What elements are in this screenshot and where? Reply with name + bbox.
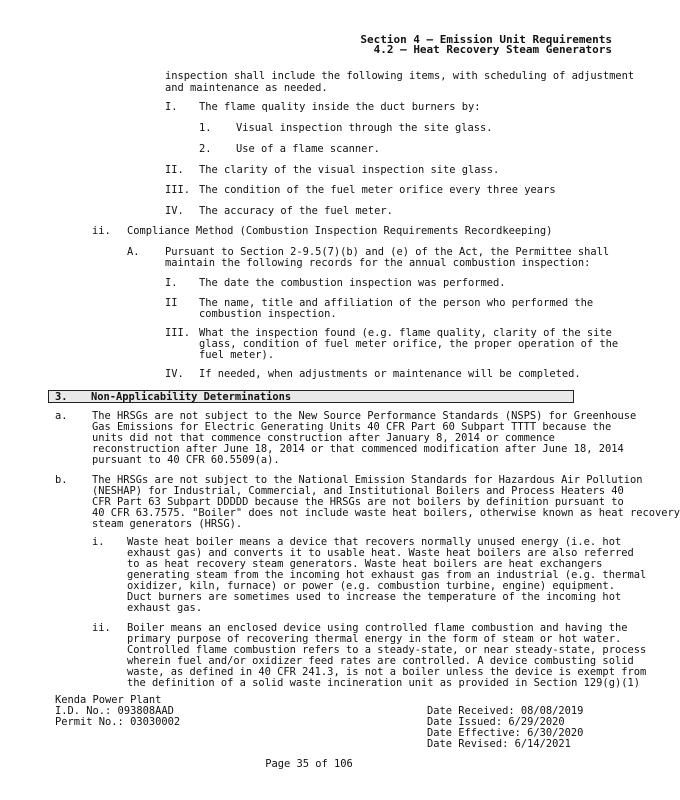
footer-date-issued: Date Issued: 6/29/2020	[427, 716, 565, 728]
section-heading-bar	[48, 390, 574, 403]
inspection-item-num: I.	[165, 101, 178, 113]
inspection-item-num: IV.	[165, 205, 184, 217]
record-line: What the inspection found (e.g. flame quality, clarity of the site	[199, 327, 612, 339]
subitem-line: to as heat recovery steam generators. Waste heat boilers are heat exchangers	[127, 558, 603, 570]
subitem-line: Waste heat boiler means a device that recovers normally unused energy (i.e. hot	[127, 536, 622, 548]
page-number: Page 35 of 106	[265, 758, 353, 770]
inspection-item-text: The clarity of the visual inspection site glass.	[199, 164, 500, 176]
footer-permit-number: Permit No.: 03030002	[55, 716, 181, 728]
inspection-intro-line: and maintenance as needed.	[165, 82, 328, 94]
paragraph-line: Gas Emissions for Electric Generating Units 40 CFR Part 60 Subpart TTTT because the	[92, 421, 612, 433]
footer-date-effective: Date Effective: 6/30/2020	[427, 727, 584, 739]
subitem-line: exhaust gas.	[127, 602, 203, 614]
paragraph-line: The HRSGs are not subject to the New Source Performance Standards (NSPS) for Greenhouse	[92, 410, 637, 422]
inspection-item-num: III.	[165, 184, 191, 196]
header-section-title: Section 4 – Emission Unit Requirements	[360, 33, 612, 46]
inspection-item-text: Visual inspection through the site glass.	[236, 122, 493, 134]
section-number: 3.	[55, 391, 68, 403]
paragraph-line: The HRSGs are not subject to the National Emission Standards for Hazardous Air Pollution	[92, 474, 643, 486]
paragraph-line: CFR Part 63 Subpart DDDDD because the HRSGs are not boilers by definition pursuant to	[92, 496, 624, 508]
inspection-item-num: 2.	[199, 143, 212, 155]
footer-id-number: I.D. No.: 093808AAD	[55, 705, 174, 717]
record-line: The name, title and affiliation of the person who performed the	[199, 297, 594, 309]
inspection-item-num: 1.	[199, 122, 212, 134]
footer-date-revised: Date Revised: 6/14/2021	[427, 738, 571, 750]
paragraph-line: pursuant to 40 CFR 60.5509(a).	[92, 454, 280, 466]
paragraph-line: units did not that commence construction after January 8, 2014 or commence	[92, 432, 555, 444]
paragraph-line: 40 CFR 63.7575. "Boiler" does not include waste heat boilers, otherwise known as heat recovery	[92, 507, 680, 519]
record-line: glass, condition of fuel meter orifice, the proper operation of the	[199, 338, 619, 350]
record-num: III.	[165, 327, 191, 339]
paragraph-line: (NESHAP) for Industrial, Commercial, and Institutional Boilers and Process Heaters 40	[92, 485, 624, 497]
paragraph-line: steam generators (HRSG).	[92, 518, 243, 530]
subitem-line: Boiler means an enclosed device using controlled flame combustion and having the	[127, 622, 628, 634]
section-title: Non-Applicability Determinations	[91, 391, 292, 403]
inspection-item-text: The accuracy of the fuel meter.	[199, 205, 393, 217]
subitem-line: Duct burners are sometimes used to increase the temperature of the incoming hot	[127, 591, 622, 603]
subitem-line: primary purpose of recovering thermal energy in the form of steam or hot water.	[127, 633, 622, 645]
record-line: If needed, when adjustments or maintenance will be completed.	[199, 368, 581, 380]
record-line: The date the combustion inspection was performed.	[199, 277, 506, 289]
compliance-a-num: A.	[127, 246, 140, 258]
inspection-item-text: The condition of the fuel meter orifice every three years	[199, 184, 556, 196]
compliance-num: ii.	[92, 225, 111, 237]
inspection-item-num: II.	[165, 164, 184, 176]
compliance-a-line: maintain the following records for the annual combustion inspection:	[165, 257, 591, 269]
record-num: IV.	[165, 368, 184, 380]
subitem-line: exhaust gas) and converts it to usable heat. Waste heat boilers are also referred	[127, 547, 634, 559]
inspection-intro-line: inspection shall include the following items, with scheduling of adjustment	[165, 70, 635, 82]
compliance-a-line: Pursuant to Section 2-9.5(7)(b) and (e) of the Act, the Permittee shall	[165, 246, 610, 258]
subitem-num: ii.	[92, 622, 111, 634]
paragraph-line: reconstruction after June 18, 2014 or that commenced modification after June 18, 2014	[92, 443, 624, 455]
subitem-line: waste, as defined in 40 CFR 241.3, is not a boiler unless the device is exempt from	[127, 666, 647, 678]
subitem-line: the definition of a solid waste incineration unit as provided in Section 129(g)(1)	[127, 677, 640, 689]
record-num: I.	[165, 277, 178, 289]
footer-date-received: Date Received: 08/08/2019	[427, 705, 584, 717]
record-num: II	[165, 297, 178, 309]
record-line: combustion inspection.	[199, 308, 337, 320]
paragraph-label: b.	[55, 474, 68, 486]
record-line: fuel meter).	[199, 349, 275, 361]
compliance-title: Compliance Method (Combustion Inspection Requirements Recordkeeping)	[127, 225, 553, 237]
subitem-line: Controlled flame combustion refers to a steady-state, or near steady-state, process	[127, 644, 647, 656]
subitem-line: oxidizer, kiln, furnace) or power (e.g. combustion turbine, engine) equipment.	[127, 580, 615, 592]
paragraph-label: a.	[55, 410, 68, 422]
subitem-num: i.	[92, 536, 105, 548]
subitem-line: generating steam from the incoming hot exhaust gas from an industrial (e.g. thermal	[127, 569, 647, 581]
header-subsection-title: 4.2 – Heat Recovery Steam Generators	[373, 43, 612, 56]
subitem-line: wherein fuel and/or oxidizer feed rates are controlled. A device combusting solid	[127, 655, 634, 667]
footer-facility-name: Kenda Power Plant	[55, 694, 162, 706]
inspection-item-text: Use of a flame scanner.	[236, 143, 380, 155]
inspection-item-text: The flame quality inside the duct burners by:	[199, 101, 481, 113]
